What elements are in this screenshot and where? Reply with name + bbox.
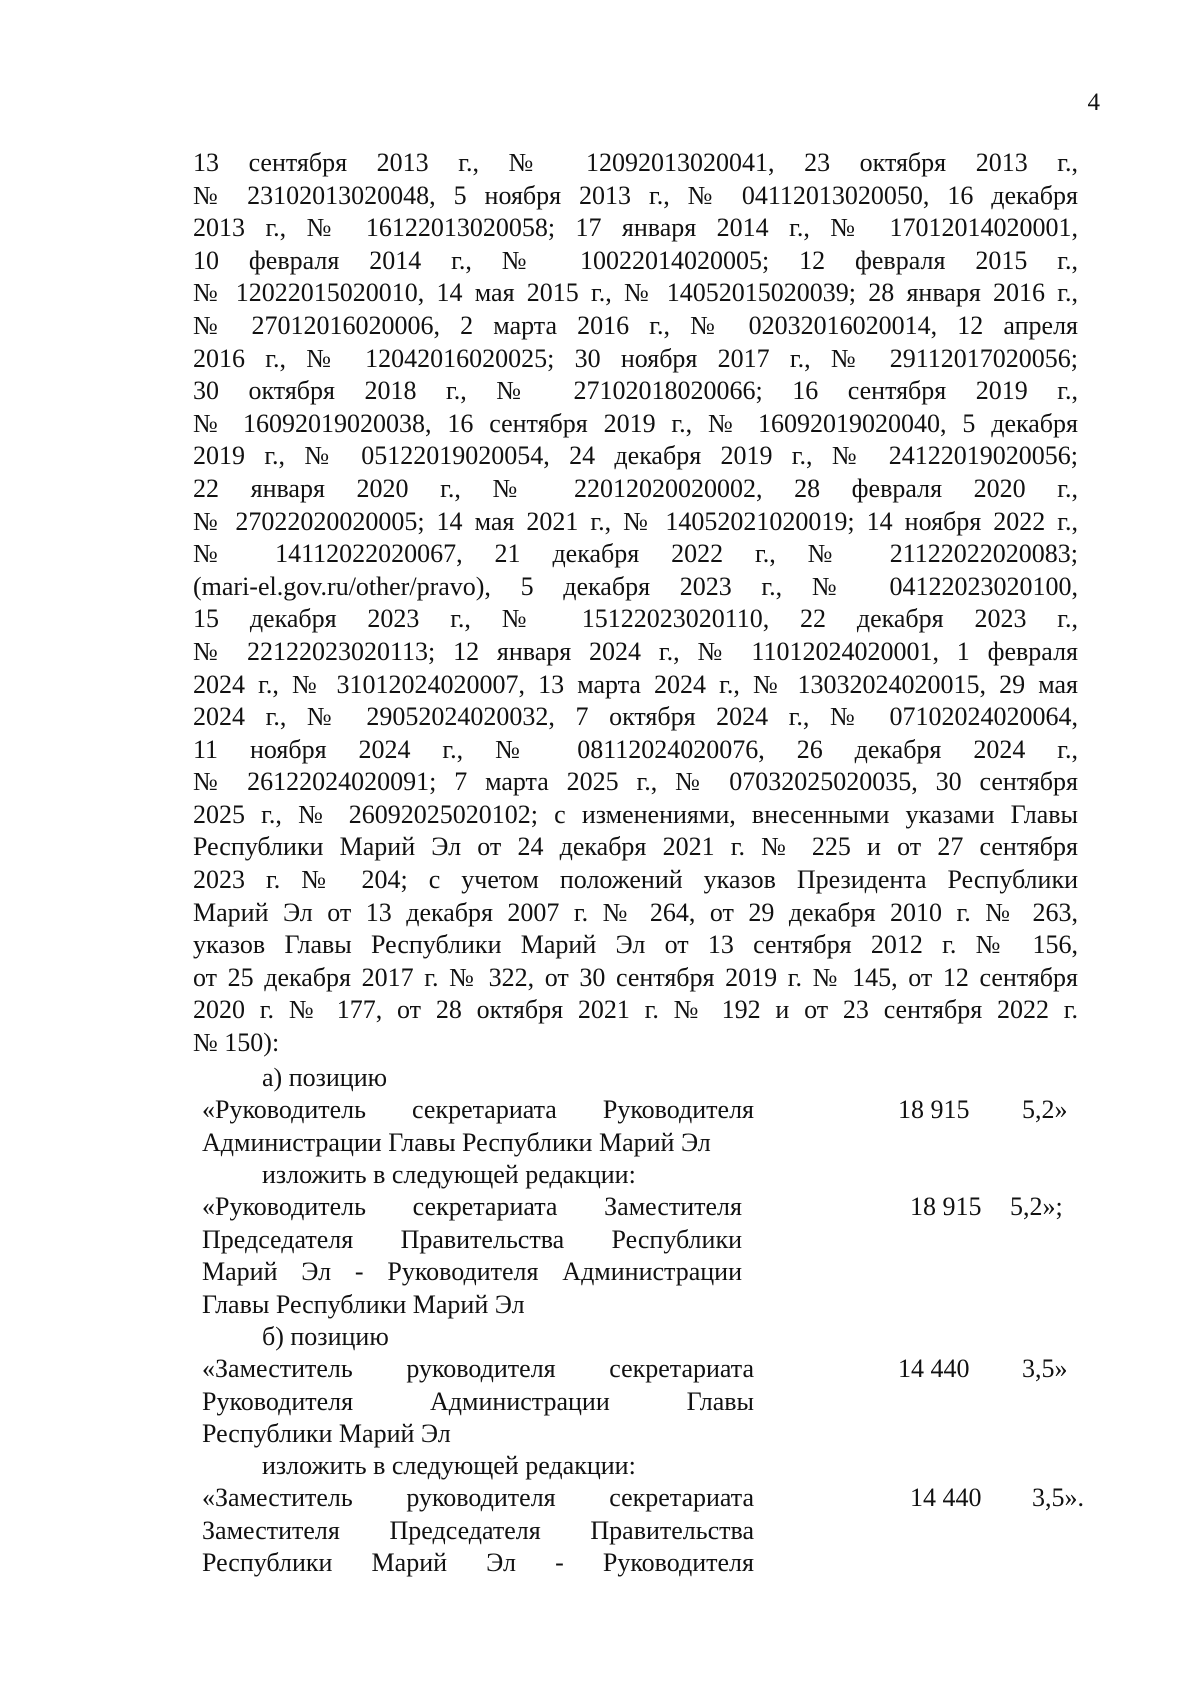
item-b-new-position bbox=[202, 1482, 754, 1580]
position-title-line: Главы Республики Марий Эл bbox=[202, 1289, 525, 1319]
position-title-line: «Заместитель руководителя секретариата bbox=[202, 1483, 754, 1512]
text-line: № 22122023020113; 12 января 2024 г., № 11012024020001, 1 февраля bbox=[193, 636, 1078, 666]
text-line: Республики Марий Эл от 24 декабря 2021 г. № 225 и от 27 сентября bbox=[193, 832, 1078, 862]
text-line: 2023 г. № 204; с учетом положений указов Президента Республики bbox=[193, 865, 1078, 895]
text-line: № 27012016020006, 2 марта 2016 г., № 02032016020014, 12 апреля bbox=[193, 310, 1078, 340]
item-a-old-salary: 18 915 bbox=[898, 1095, 970, 1124]
decree-body-text bbox=[193, 147, 1078, 1060]
item-a-new-intro: изложить в следующей редакции: bbox=[262, 1160, 636, 1189]
item-a-label: а) позицию bbox=[262, 1063, 388, 1092]
text-line: 2013 г., № 16122013020058; 17 января 2014 г., № 17012014020001, bbox=[193, 213, 1078, 243]
text-line: (mari-el.gov.ru/other/pravo), 5 декабря 2023 г., № 04122023020100, bbox=[193, 571, 1078, 601]
item-b-old-coefficient: 3,5» bbox=[1022, 1354, 1068, 1383]
text-line: 2019 г., № 05122019020054, 24 декабря 2019 г., № 24122019020056; bbox=[193, 441, 1078, 471]
text-line: указов Главы Республики Марий Эл от 13 сентября 2012 г. № 156, bbox=[193, 930, 1078, 960]
position-title-line: Администрации Главы Республики Марий Эл bbox=[202, 1127, 711, 1157]
item-a-new-salary: 18 915 bbox=[910, 1192, 982, 1221]
item-a-new-position bbox=[202, 1191, 742, 1321]
item-b-new-intro: изложить в следующей редакции: bbox=[262, 1451, 636, 1480]
position-title-line: Республики Марий Эл - Руководителя bbox=[202, 1548, 754, 1578]
text-line: Марий Эл от 13 декабря 2007 г. № 264, от 29 декабря 2010 г. № 263, bbox=[193, 897, 1078, 927]
text-line: 15 декабря 2023 г., № 15122023020110, 22 декабря 2023 г., bbox=[193, 604, 1078, 634]
text-line: 22 января 2020 г., № 22012020020002, 28 февраля 2020 г., bbox=[193, 473, 1078, 503]
text-line: № 16092019020038, 16 сентября 2019 г., № 16092019020040, 5 декабря bbox=[193, 408, 1078, 438]
item-a-old-coefficient: 5,2» bbox=[1022, 1095, 1068, 1124]
item-b-old-salary: 14 440 bbox=[898, 1354, 970, 1383]
item-b-new-coefficient: 3,5». bbox=[1032, 1483, 1084, 1512]
text-line: 11 ноября 2024 г., № 08112024020076, 26 декабря 2024 г., bbox=[193, 734, 1078, 764]
text-line: 30 октября 2018 г., № 27102018020066; 16 сентября 2019 г., bbox=[193, 376, 1078, 406]
text-line: 2025 г., № 26092025020102; с изменениями, внесенными указами Главы bbox=[193, 799, 1078, 829]
position-title-line: Руководителя Администрации Главы bbox=[202, 1386, 754, 1416]
item-b-label: б) позицию bbox=[262, 1322, 389, 1351]
position-title-line: Республики Марий Эл bbox=[202, 1419, 451, 1449]
position-title-line: Марий Эл - Руководителя Администрации bbox=[202, 1257, 742, 1287]
page-number: 4 bbox=[1087, 89, 1100, 116]
item-a-new-coefficient: 5,2»; bbox=[1010, 1192, 1063, 1221]
text-line: № 12022015020010, 14 мая 2015 г., № 14052015020039; 28 января 2016 г., bbox=[193, 278, 1078, 308]
text-line: от 25 декабря 2017 г. № 322, от 30 сентября 2019 г. № 145, от 12 сентября bbox=[193, 962, 1078, 992]
text-line: 10 февраля 2014 г., № 10022014020005; 12 февраля 2015 г., bbox=[193, 245, 1078, 275]
text-line: № 26122024020091; 7 марта 2025 г., № 07032025020035, 30 сентября bbox=[193, 767, 1078, 797]
text-line: 2024 г., № 29052024020032, 7 октября 2024 г., № 07102024020064, bbox=[193, 702, 1078, 732]
text-line: № 150): bbox=[193, 1028, 280, 1058]
text-line: 2020 г. № 177, от 28 октября 2021 г. № 192 и от 23 сентября 2022 г. bbox=[193, 995, 1078, 1025]
item-b-old-position bbox=[202, 1353, 754, 1451]
position-title-line: «Руководитель секретариата Руководителя bbox=[202, 1095, 754, 1124]
item-a-old-position bbox=[202, 1094, 754, 1159]
text-line: 2016 г., № 12042016020025; 30 ноября 2017 г., № 29112017020056; bbox=[193, 343, 1078, 373]
text-line: № 23102013020048, 5 ноября 2013 г., № 04112013020050, 16 декабря bbox=[193, 180, 1078, 210]
text-line: № 27022020020005; 14 мая 2021 г., № 14052021020019; 14 ноября 2022 г., bbox=[193, 506, 1078, 536]
text-line: № 14112022020067, 21 декабря 2022 г., № 21122022020083; bbox=[193, 539, 1078, 569]
position-title-line: Заместителя Председателя Правительства bbox=[202, 1515, 754, 1545]
text-line: 13 сентября 2013 г., № 12092013020041, 23 октября 2013 г., bbox=[193, 148, 1078, 177]
text-line: 2024 г., № 31012024020007, 13 марта 2024 г., № 13032024020015, 29 мая bbox=[193, 669, 1078, 699]
position-title-line: Председателя Правительства Республики bbox=[202, 1224, 742, 1254]
position-title-line: «Заместитель руководителя секретариата bbox=[202, 1354, 754, 1383]
item-b-new-salary: 14 440 bbox=[910, 1483, 982, 1512]
position-title-line: «Руководитель секретариата Заместителя bbox=[202, 1192, 742, 1221]
